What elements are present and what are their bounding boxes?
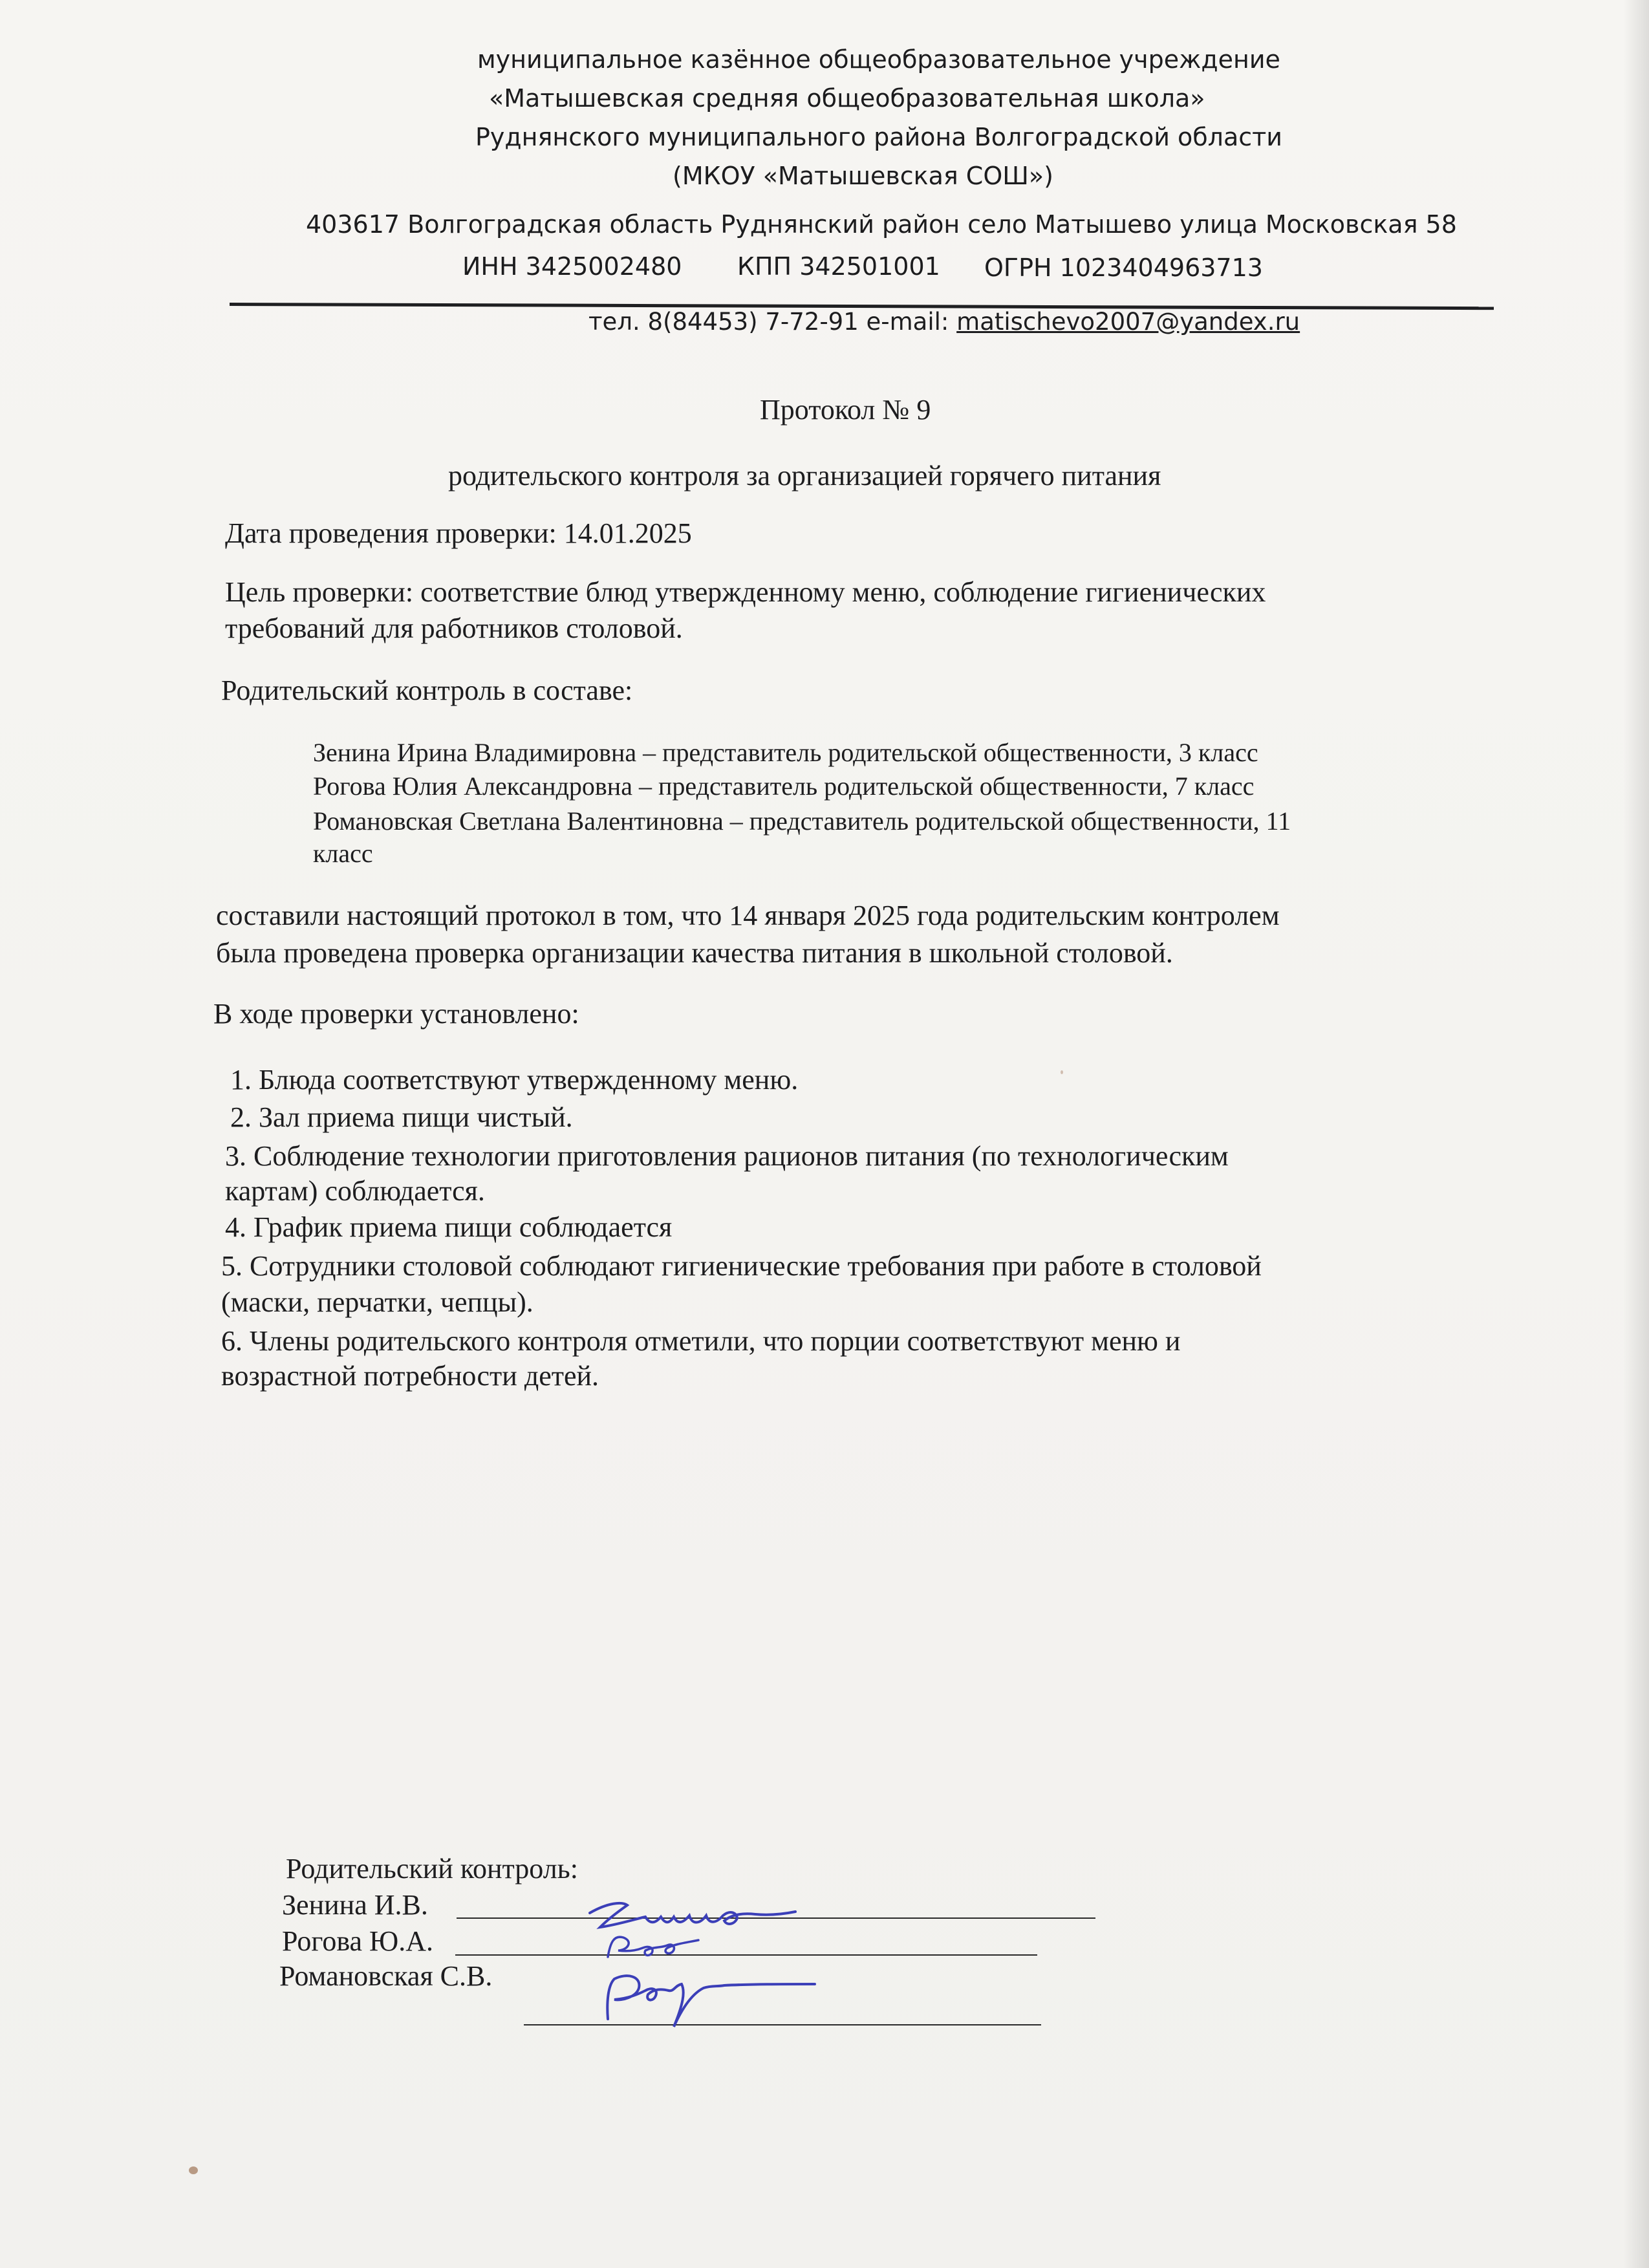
composition-label: Родительский контроль в составе: xyxy=(221,675,633,706)
letterhead-contacts xyxy=(588,308,1300,336)
finding-item: 2. Зал приема пищи чистый. xyxy=(230,1101,573,1133)
letterhead-address: 403617 Волгоградская область Руднянский район село Матышево улица Московская 58 xyxy=(306,210,1457,239)
member-line: Зенина Ирина Владимировна – представитель родительской общественности, 3 класс xyxy=(313,738,1258,767)
signature-name-1: Зенина И.В. xyxy=(282,1889,428,1921)
member-line: Романовская Светлана Валентиновна – представитель родительской общественности, 11 xyxy=(313,806,1291,836)
handwritten-signature-2 xyxy=(595,1928,789,1967)
statement-line-1: составили настоящий протокол в том, что 14 января 2025 года родительским контролем xyxy=(216,900,1280,931)
member-line: класс xyxy=(313,839,373,868)
inspection-goal-line-2: требований для работников столовой. xyxy=(225,612,683,644)
letterhead-line-3: Руднянского муниципального района Волгоградской области xyxy=(475,123,1282,151)
finding-item: 1. Блюда соответствуют утвержденному меню. xyxy=(230,1064,799,1096)
signature-block-label: Родительский контроль: xyxy=(286,1853,578,1885)
finding-item: картам) соблюдается. xyxy=(225,1175,485,1207)
finding-item: возрастной потребности детей. xyxy=(221,1360,599,1392)
letterhead-line-2: «Матышевская средняя общеобразовательная школа» xyxy=(489,84,1205,113)
finding-item: 4. График приема пищи соблюдается xyxy=(225,1211,673,1243)
letterhead-line-4: (МКОУ «Матышевская СОШ») xyxy=(673,162,1053,190)
inspection-date: Дата проведения проверки: 14.01.2025 xyxy=(225,517,692,549)
scan-speck xyxy=(189,2166,198,2174)
letterhead-ogrn: ОГРН 1023404963713 xyxy=(984,254,1263,282)
scan-edge-shadow xyxy=(1623,0,1649,2268)
letterhead-inn: ИНН 3425002480 xyxy=(462,252,682,281)
email-link[interactable]: matischevo2007@yandex.ru xyxy=(956,308,1300,336)
finding-item: (маски, перчатки, чепцы). xyxy=(221,1286,534,1318)
findings-label: В ходе проверки установлено: xyxy=(213,998,579,1030)
statement-line-2: была проведена проверка организации качества питания в школьной столовой. xyxy=(216,937,1173,969)
member-line: Рогова Юлия Александровна – представитель родительской общественности, 7 класс xyxy=(313,772,1255,801)
document-title: Протокол № 9 xyxy=(760,394,931,426)
handwritten-signature-3 xyxy=(588,1966,828,2037)
letterhead-line-1: муниципальное казённое общеобразовательное учреждение xyxy=(477,45,1280,74)
finding-item: 6. Члены родительского контроля отметили, что порции соответствуют меню и xyxy=(221,1325,1181,1357)
scan-speck xyxy=(1061,1070,1063,1074)
signature-name-2: Рогова Ю.А. xyxy=(282,1925,434,1957)
letterhead-kpp: КПП 342501001 xyxy=(737,252,940,281)
finding-item: 5. Сотрудники столовой соблюдают гигиенические требования при работе в столовой xyxy=(221,1250,1262,1282)
signature-name-3: Романовская С.В. xyxy=(279,1960,493,1992)
inspection-goal-line-1: Цель проверки: соответствие блюд утвержденному меню, соблюдение гигиенических xyxy=(225,576,1266,608)
letterhead-phone: тел. 8(84453) 7-72-91 e-mail: xyxy=(588,308,949,336)
document-subtitle: родительского контроля за организацией горячего питания xyxy=(448,460,1161,491)
finding-item: 3. Соблюдение технологии приготовления рационов питания (по технологическим xyxy=(225,1140,1229,1172)
